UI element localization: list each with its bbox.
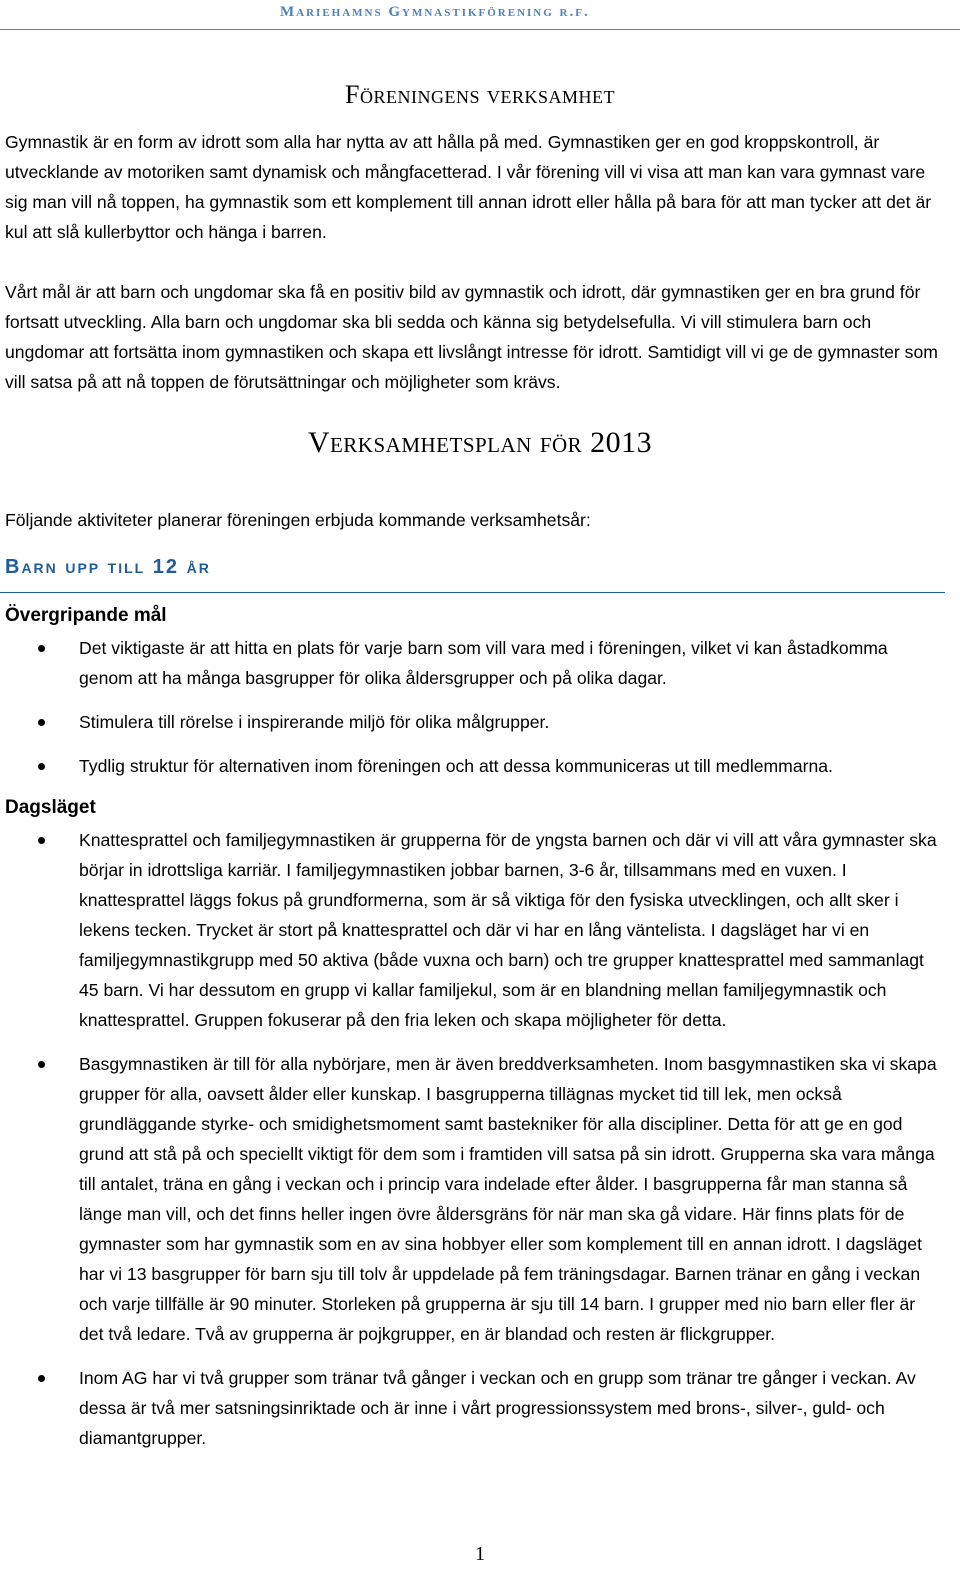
list-item: [0, 1049, 950, 1349]
list-item-text: Knattesprattel och familjegymnastiken är grupperna för de yngsta barnen och där vi vill att våra gymnaster ska börjar in idrottsliga karriär. I familjegymnastiken jobbar barnen, 3-6 år, tillsammans med en vuxen. I knattesprattel läggs fokus på grundformerna, som är så viktiga för den fysiska utvecklingen, och allt sker i lekens tecken. Trycket är stort på knattesprattel och där vi har en lång väntelista. I dagsläget har vi en familjegymnastikgrupp med 50 aktiva (både vuxna och barn) och tre grupper knattesprattel med sammanlagt 45 barn. Vi har dessutom en grupp vi kallar familjekul, som är en blandning mellan familjegymnastik och knattesprattel. Gruppen fokuserar på den fria leken och skapa möjligheter för detta.: [79, 830, 937, 1030]
list-item-text: Det viktigaste är att hitta en plats för varje barn som vill vara med i föreningen, vilket vi kan åstadkomma genom att ha många basgrupper för olika åldersgrupper och på olika dagar.: [79, 638, 888, 688]
subheading-children: Barn upp till 12 år: [5, 556, 211, 578]
section-title-verksamhet: Föreningens verksamhet: [345, 80, 615, 109]
heading-goals: Övergripande mål: [5, 605, 167, 626]
header-title: Mariehamns Gymnastikförening r.f.: [280, 4, 590, 20]
list-item: [0, 633, 950, 693]
status-list: [0, 825, 950, 1467]
list-item-text: Basgymnastiken är till för alla nybörjare, men är även breddverksamheten. Inom basgymnastiken ska vi skapa grupper för alla, oavsett ålder eller kunskap. I basgrupperna tillägnas mycket tid till lek, men också grundläggande styrke- och smidighetsmoment samt bastekniker för alla discipliner. Detta för att ge en god grund att stå på och speciellt viktigt för dem som i framtiden vill satsa på sin idrott. Grupperna ska vara många till antalet, träna en gång i veckan och i princip vara indelade efter ålder. I basgrupperna får man stanna så länge man vill, och det finns heller ingen övre åldersgräns för när man ska gå vidare. Här finns plats för de gymnaster som har gymnastik som en av sina hobbyer eller som komplement till en annan idrott. I dagsläget har vi 13 basgrupper för barn sju till tolv år uppdelade på fem träningsdagar. Barnen tränar en gång i veckan och varje tillfälle är 90 minuter. Storleken på grupperna är sju till 14 barn. I grupper med nio barn eller fler är det två ledare. Två av grupperna är pojkgrupper, en är blandad och resten är flickgrupper.: [79, 1054, 937, 1344]
bullet-icon: [38, 719, 45, 726]
list-item: [0, 825, 950, 1035]
bullet-icon: [38, 645, 45, 652]
list-item: [0, 1363, 950, 1453]
heading-status: Dagsläget: [5, 797, 96, 818]
bullet-icon: [38, 837, 45, 844]
list-item: [0, 751, 950, 781]
goals-list: [0, 633, 950, 795]
list-item: [0, 707, 950, 737]
bullet-icon: [38, 1375, 45, 1382]
list-item-text: Stimulera till rörelse i inspirerande miljö för olika målgrupper.: [79, 712, 550, 732]
page-number: 1: [475, 1543, 485, 1565]
header-divider: [0, 29, 960, 30]
paragraph-activities-intro: Följande aktiviteter planerar föreningen erbjuda kommande verksamhetsår:: [5, 510, 591, 530]
list-item-text: Inom AG har vi två grupper som tränar två gånger i veckan och en grupp som tränar tre gånger i veckan. Av dessa är två mer satsningsinriktade och är inne i vårt progressionssystem med brons-, silver-, guld- och diamantgrupper.: [79, 1368, 916, 1448]
subheading-divider: [0, 592, 945, 593]
list-item-text: Tydlig struktur för alternativen inom föreningen och att dessa kommuniceras ut till medlemmarna.: [79, 756, 833, 776]
section-title-verksamhetsplan: Verksamhetsplan för 2013: [307, 426, 653, 459]
bullet-icon: [38, 763, 45, 770]
paragraph-intro: Gymnastik är en form av idrott som alla har nytta av att hålla på med. Gymnastiken ger en god kroppskontroll, är utvecklande av motoriken samt dynamisk och mångfacetterad. I vår förening vill vi visa att man kan vara gymnast vare sig man vill nå toppen, ha gymnastik som ett komplement till annan idrott eller hålla på bara för att man tycker att det är kul att slå kullerbyttor och hänga i barren.: [5, 132, 932, 242]
bullet-icon: [38, 1061, 45, 1068]
paragraph-goal: Vårt mål är att barn och ungdomar ska få en positiv bild av gymnastik och idrott, där gymnastiken ger en bra grund för fortsatt utveckling. Alla barn och ungdomar ska bli sedda och känna sig betydelsefulla. Vi vill stimulera barn och ungdomar att fortsätta inom gymnastiken och skapa ett livslångt intresse för idrott. Samtidigt vill vi ge de gymnaster som vill satsa på att nå toppen de förutsättningar och möjligheter som krävs.: [5, 282, 938, 392]
